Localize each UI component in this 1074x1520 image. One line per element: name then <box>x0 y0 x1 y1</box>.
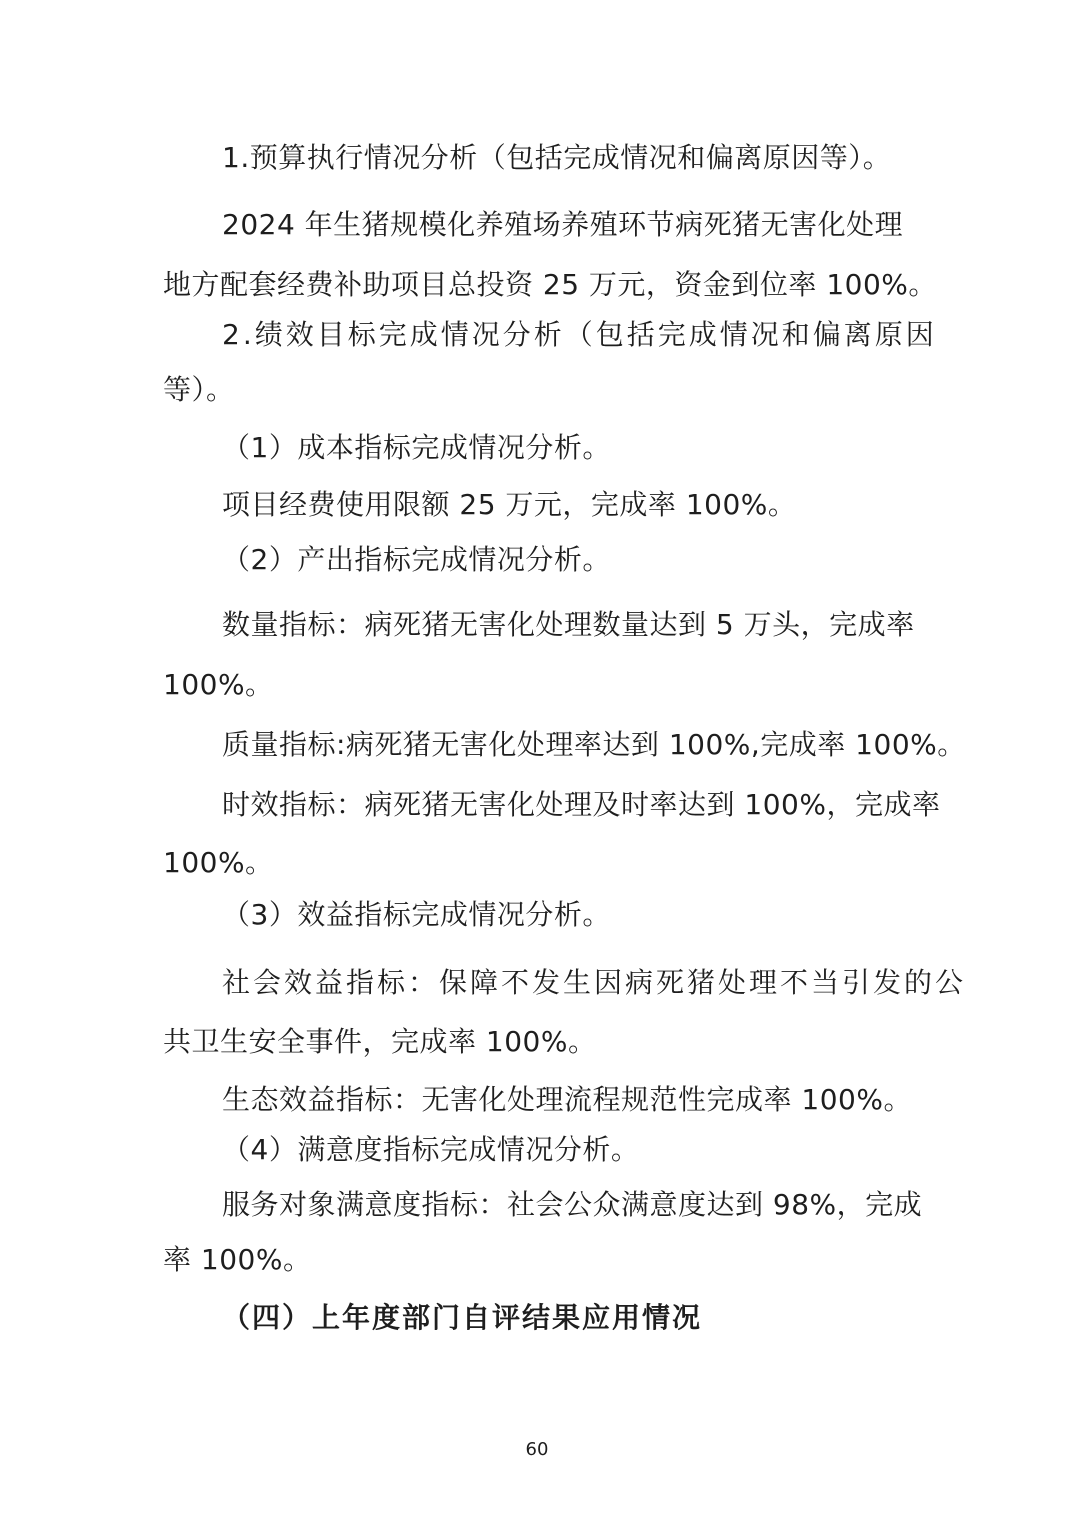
performance-analysis-heading-line-2: 等）。 <box>163 373 235 406</box>
cost-indicator-heading: （1）成本指标完成情况分析。 <box>222 431 611 464</box>
budget-paragraph-line-1: 2024 年生猪规模化养殖场养殖环节病死猪无害化处理 <box>222 208 904 241</box>
timeliness-indicator-line-1: 时效指标：病死猪无害化处理及时率达到 100%，完成率 <box>222 788 941 821</box>
page-number: 60 <box>525 1439 549 1460</box>
timeliness-indicator-line-2: 100%。 <box>163 846 274 879</box>
performance-analysis-heading-line-1: 2.绩效目标完成情况分析（包括完成情况和偏离原因 <box>222 318 937 351</box>
prior-year-self-evaluation-heading: （四）上年度部门自评结果应用情况 <box>222 1301 703 1334</box>
quantity-indicator-line-1: 数量指标：病死猪无害化处理数量达到 5 万头，完成率 <box>222 608 915 641</box>
budget-paragraph-line-2: 地方配套经费补助项目总投资 25 万元，资金到位率 100%。 <box>163 268 937 301</box>
output-indicator-heading: （2）产出指标完成情况分析。 <box>222 543 611 576</box>
satisfaction-indicator-heading: （4）满意度指标完成情况分析。 <box>222 1133 640 1166</box>
service-satisfaction-line-2: 率 100%。 <box>163 1243 312 1276</box>
ecological-benefit-paragraph: 生态效益指标：无害化处理流程规范性完成率 100%。 <box>222 1083 912 1116</box>
budget-execution-heading: 1.预算执行情况分析（包括完成情况和偏离原因等）。 <box>222 141 892 174</box>
quantity-indicator-line-2: 100%。 <box>163 668 274 701</box>
social-benefit-line-2: 共卫生安全事件，完成率 100%。 <box>163 1025 597 1058</box>
cost-indicator-paragraph: 项目经费使用限额 25 万元，完成率 100%。 <box>222 488 797 521</box>
service-satisfaction-line-1: 服务对象满意度指标：社会公众满意度达到 98%，完成 <box>222 1188 923 1221</box>
benefit-indicator-heading: （3）效益指标完成情况分析。 <box>222 898 611 931</box>
social-benefit-line-1: 社会效益指标：保障不发生因病死猪处理不当引发的公 <box>222 966 967 999</box>
quality-indicator-paragraph: 质量指标:病死猪无害化处理率达到 100%,完成率 100%。 <box>222 728 966 761</box>
